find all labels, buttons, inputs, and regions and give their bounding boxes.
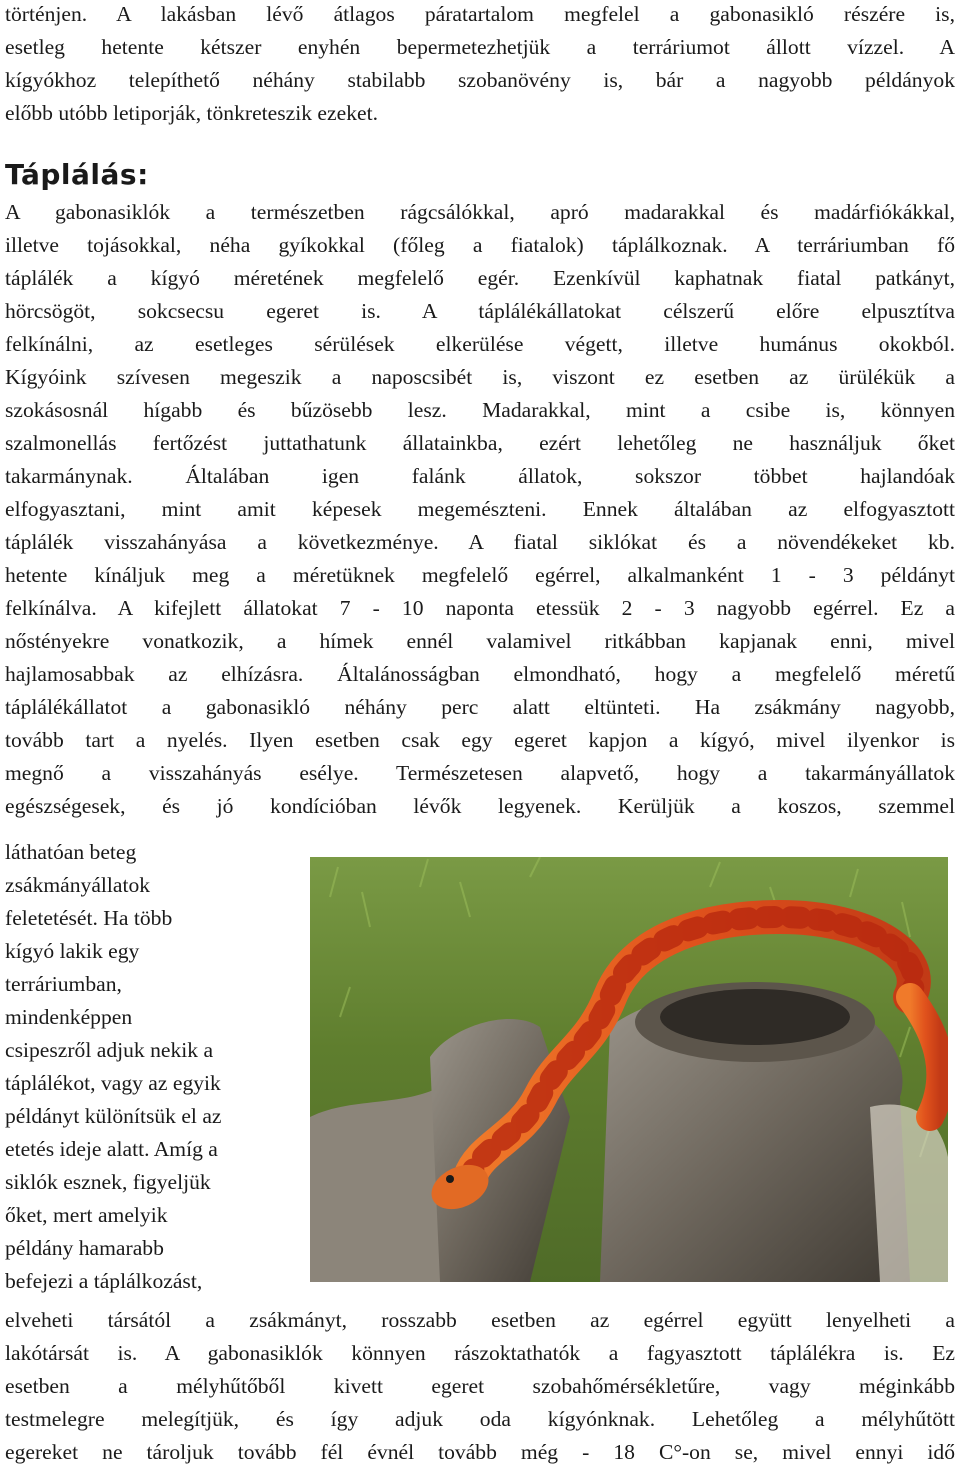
wrap-line: feletetését. Ha több (5, 906, 173, 930)
section-heading: Táplálás: (5, 158, 149, 191)
body-line: elfogyasztani, mint amit képesek megemészteni. Ennek általában az elfogyasztott (5, 497, 955, 521)
body-line: hörcsögöt, sokcsecsu egeret is. A táplálékállatokat célszerű előre elpusztítva (5, 299, 955, 323)
body-line: egészségesek, és jó kondícióban lévők legyenek. Kerüljük a koszos, szemmel (5, 794, 955, 818)
body-line: tovább tart a nyelés. Ilyen esetben csak egy egeret kapjon a kígyó, mivel ilyenkor is (5, 728, 955, 752)
body-line: nőstényekre vonatkozik, a hímek ennél valamivel ritkábban kapjanak enni, mivel (5, 629, 955, 653)
body-line: illetve tojásokkal, néha gyíkokkal (főleg a fiatalok) táplálkoznak. A terráriumban fő (5, 233, 955, 257)
wrap-line: láthatóan beteg (5, 840, 137, 864)
body-line: szalmonellás fertőzést juttathatunk állatainkba, ezért lehetőleg ne használjuk őket (5, 431, 955, 455)
wrap-line: mindenképpen (5, 1005, 133, 1029)
wrap-line: siklók esznek, figyeljük (5, 1170, 211, 1194)
body-line: táplálék visszahányása a következménye. A fiatal siklókat és a növendékeket kb. (5, 530, 955, 554)
wrap-line: zsákmányállatok (5, 873, 151, 897)
body-line: táplálék a kígyó méretének megfelelő egér. Ezenkívül kaphatnak fiatal patkányt, (5, 266, 955, 290)
body-line: táplálékállatot a gabonasikló néhány perc alatt eltünteti. Ha zsákmány nagyobb, (5, 695, 955, 719)
wrap-line: táplálékot, vagy az egyik (5, 1071, 221, 1095)
wrap-line: csipeszről adjuk nekik a (5, 1038, 214, 1062)
intro-line-2: esetleg hetente kétszer enyhén bepermetezhetjük a terráriumot állott vízzel. A (5, 35, 955, 59)
wrap-line: példányt különítsük el az (5, 1104, 222, 1128)
wrap-line: etetés ideje alatt. Amíg a (5, 1137, 218, 1161)
tail-line: egereket ne tároljuk tovább fél évnél tovább még - 18 C°-on se, mivel ennyi idő (5, 1440, 955, 1464)
body-line: takarmánynak. Általában igen falánk állatok, sokszor többet hajlandóak (5, 464, 955, 488)
body-line: A gabonasiklók a természetben rágcsálókkal, apró madarakkal és madárfiókákkal, (5, 200, 955, 224)
intro-line-4: előbb utóbb letiporják, tönkreteszik ezeket. (5, 101, 378, 125)
tail-line: lakótársát is. A gabonasiklók könnyen rászoktathatók a fagyasztott táplálékra is. Ez (5, 1341, 955, 1365)
body-line: szokásosnál hígabb és bűzösebb lesz. Madarakkal, mint a csibe is, könnyen (5, 398, 955, 422)
body-line: hetente kínáljuk meg a méretüknek megfelelő egérrel, alkalmanként 1 - 3 példányt (5, 563, 955, 587)
snake-illustration (310, 857, 948, 1282)
body-line: Kígyóink szívesen megeszik a naposcsibét is, viszont ez esetben az ürülékük a (5, 365, 955, 389)
body-line: hajlamosabbak az elhízásra. Általánosságban elmondható, hogy a megfelelő méretű (5, 662, 955, 686)
body-line: felkínálva. A kifejlett állatokat 7 - 10 naponta etessük 2 - 3 nagyobb egérrel. Ez a (5, 596, 955, 620)
tail-line: testmelegre melegítjük, és így adjuk oda kígyónknak. Lehetőleg a mélyhűtött (5, 1407, 955, 1431)
body-line: felkínálni, az esetleges sérülések elkerülése végett, illetve humánus okokból. (5, 332, 955, 356)
wrap-line: példány hamarabb (5, 1236, 164, 1260)
wrap-line: kígyó lakik egy (5, 939, 140, 963)
intro-line-3: kígyókhoz telepíthető néhány stabilabb szobanövény is, bár a nagyobb példányok (5, 68, 955, 92)
intro-line-1: történjen. A lakásban lévő átlagos páratartalom megfelel a gabonasikló részére is, (5, 2, 955, 26)
wrap-line: befejezi a táplálkozást, (5, 1269, 203, 1293)
body-line: megnő a visszahányás esélye. Természetesen alapvető, hogy a takarmányállatok (5, 761, 955, 785)
wrap-line: terráriumban, (5, 972, 122, 996)
tail-line: esetben a mélyhűtőből kivett egeret szobahőmérsékletűre, vagy méginkább (5, 1374, 955, 1398)
snake-photo (310, 857, 948, 1282)
wrap-line: őket, mert amelyik (5, 1203, 168, 1227)
tail-line: elveheti társától a zsákmányt, rosszabb esetben az egérrel együtt lenyelheti a (5, 1308, 955, 1332)
